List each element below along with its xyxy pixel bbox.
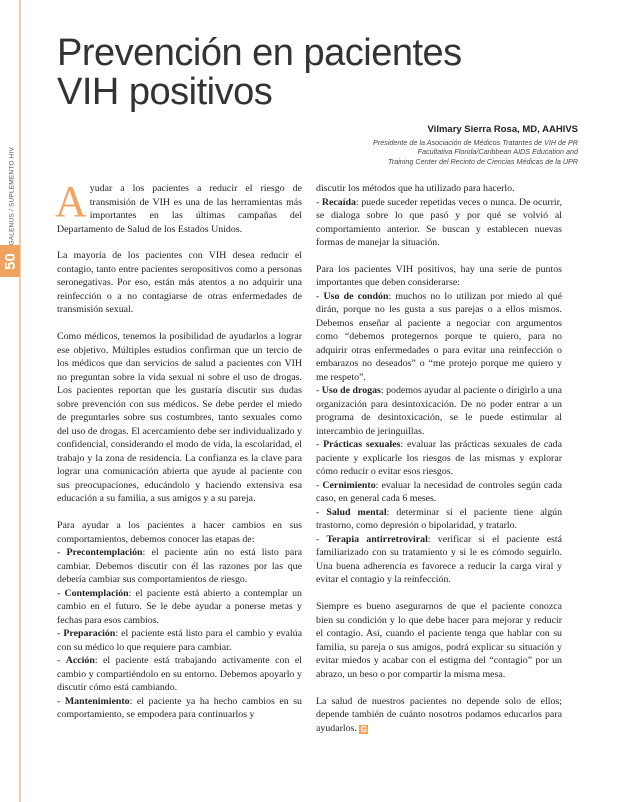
paragraph-2: La mayoría de los pacientes con VIH desea reducir el contagio, tanto entre pacientes seropositivos como a personas seronegativas. Por eso, están más atentos a no adquirir una reinfección o a no contagiarse de otras enfermedades de transmisión sexual. (57, 250, 302, 316)
title-line-2: VIH positivos (57, 71, 273, 113)
page-number-box (0, 245, 20, 277)
stage-item: - Contemplación: el paciente está abierto a contemplar un cambio en el futuro. Se le debe ayudar a ponerse metas y fechas para esos cambios. (57, 587, 302, 626)
paragraph-siempre: Siempre es bueno asegurarnos de que el paciente conozca bien su condición y lo que debe hacer para mejorar y reducir el contagio. Así, cuando el paciente tenga que hablar con su familia, su pareja o sus amigos, podrá explicar su situación y evitar miedos y acabar con el estigma del “contagio” por un abrazo, un beso o por compartir la misma mesa. (316, 601, 562, 680)
point-term: Uso de drogas (321, 385, 381, 397)
stage-text: : puede suceder repetidas veces o nunca. De ocurrir, se dialoga sobre lo que pasó y por qué se volvió al comportamiento anterior. Se buscan y establecen nuevas formas de manejar la situación. (316, 196, 562, 248)
point-text: : evaluar la necesidad de controles según cada caso, en general cada 6 meses. (316, 479, 563, 505)
point-term: Salud mental (326, 506, 387, 518)
stage-term: Preparación (63, 628, 116, 640)
point-term: Prácticas sexuales (323, 439, 401, 451)
paragraph-stages (57, 519, 302, 722)
intro-text: yudar a los pacientes a reducir el riesgo de transmisión de VIH es una de las herramientas más importantes en las últimas campañas del Departamento de Salud de los Estados Unidos. (57, 183, 302, 235)
point-item: - Cernimiento: evaluar la necesidad de controles según cada caso, en general cada 6 meses. (316, 479, 563, 505)
point-text: : evaluar las prácticas sexuales de cada paciente y explicarle los riesgos de las mismas y explorar cómo reducir o evitar esos riesgos. (316, 439, 563, 478)
point-text: : determinar si el paciente tiene algún trastorno, como depresión o bipolaridad, y tratarlo. (316, 506, 563, 532)
stage-term: Mantenimiento (64, 695, 130, 707)
stage-item: - Mantenimiento: el paciente ya ha hecho cambios en su comportamiento, se empodera para continuarlos y (57, 695, 302, 721)
stage-text: : el paciente ya ha hecho cambios en su comportamiento, se empodera para continuarlos y (57, 695, 302, 721)
point-item: - Uso de drogas: podemos ayudar al paciente o dirigirlo a una organización para desintoxicación. De no poder entrar a un programa de desintoxicación, se le puede estimular al intercambio de jeringuillas. (316, 385, 562, 437)
page-number: 50 (1, 252, 19, 270)
end-mark-icon: G (360, 724, 367, 734)
point-term: Cernimiento (322, 479, 376, 491)
title-line-1: Prevención en pacientes (57, 32, 462, 74)
points-intro: Para los pacientes VIH positivos, hay una serie de puntos importantes que deben considerarse: (316, 263, 562, 289)
paragraph-points (316, 263, 562, 587)
stage-term: Recaída (321, 196, 356, 208)
point-item: - Uso de condón: muchos no lo utilizan por miedo al qué dirán, porque no les gusta a sus parejas o a ellos mismos. Debemos enseñar al paciente a negociar con argumentos como “debemos protegernos porque te quiero, para no adquirir otras enfermedades o para evitar una reinfección o embarazos no deseados” o “me protejo porque me quiero y me respeto”. (316, 290, 562, 383)
paragraph-intro (55, 177, 302, 236)
point-text: : muchos no lo utilizan por miedo al qué dirán, porque no les gusta a sus parejas o a ellos mismos. Debemos enseñar al paciente a negociar con argumentos como “debemos protegernos porque te quiero, para no adquirir otras enfermedades o para evitar una reinfección o embarazos no deseados” o “me protejo porque me quiero y me respeto”. (316, 290, 562, 383)
author-name: Vilmary Sierra Rosa, MD, AAHIVS (427, 124, 578, 135)
point-item: - Terapia antirretroviral: verificar si el paciente está familiarizado con su tratamiento y si le es cómodo seguirlo. Una buena adherencia es favorece a reducir la carga viral y evitar el contagio y la reinfección. (316, 533, 562, 586)
stage-text: : el paciente aún no está listo para cambiar. Debemos discutir con él las razones por las que debería cambiar sus comportamientos de riesgo. (57, 547, 302, 586)
right-column (316, 182, 562, 749)
article-title (57, 34, 577, 112)
side-accent-rule (19, 0, 21, 802)
stage-item: - Precontemplación: el paciente aún no está listo para cambiar. Debemos discutir con él las razones por las que debería cambiar sus comportamientos de riesgo. (57, 547, 302, 586)
stage-text: : el paciente está abierto a contemplar un cambio en el futuro. Se le debe ayudar a ponerse metas y fechas para esos cambios. (57, 587, 302, 626)
stage-text: : el paciente está trabajando activamente con el cambio y compartiéndolo en su entorno. Debemos apoyarlo y discutir cómo está cambiando. (57, 655, 302, 694)
point-term: Terapia antirretroviral (326, 533, 428, 545)
stage-term: Precontemplación (66, 547, 143, 559)
section-label: GALENUS / SUPLEMENTO HIV (8, 146, 16, 246)
stage-item: - Acción: el paciente está trabajando activamente con el cambio y compartiéndolo en su entorno. Debemos apoyarlo y discutir cómo está cambiando. (57, 655, 302, 694)
byline (373, 124, 578, 166)
point-term: Uso de condón (323, 290, 389, 302)
continuation-text: discutir los métodos que ha utilizado para hacerlo. (316, 183, 515, 194)
point-text: : podemos ayudar al paciente o dirigirlo a una organización para desintoxicación. De no poder entrar a un programa de desintoxicación, se le puede estimular al intercambio de jeringuillas. (316, 385, 562, 437)
final-text: La salud de nuestros pacientes no depende solo de ellos; depende también de cuánto nosotros podamos educarlos para ayudarlos. (316, 695, 562, 734)
stage-item: - Recaída: puede suceder repetidas veces o nunca. De ocurrir, se dialoga sobre lo que pasó y por qué se volvió al comportamiento anterior. Se buscan y establecen nuevas formas de manejar la situación. (316, 196, 562, 248)
affiliation-line-1: Presidente de la Asociación de Médicos Tratantes de VIH de PR (373, 138, 578, 147)
affiliation-line-2: Facultativa Florida/Caribbean AIDS Education and (417, 147, 578, 157)
point-item: - Prácticas sexuales: evaluar las prácticas sexuales de cada paciente y explicarle los riesgos de las mismas y explorar cómo reducir o evitar esos riesgos. (316, 439, 563, 478)
stage-term: Contemplación (64, 587, 129, 599)
point-text: : verificar si el paciente está familiarizado con su tratamiento y si le es cómodo seguirlo. Una buena adherencia es favorece a reducir la carga viral y evitar el contagio y la reinfección. (316, 533, 562, 586)
point-item: - Salud mental: determinar si el paciente tiene algún trastorno, como depresión o bipolaridad, y tratarlo. (316, 506, 563, 532)
drop-cap: A (55, 177, 87, 226)
paragraph-final (316, 695, 562, 736)
stage-text: : el paciente está listo para el cambio y evalúa con su médico lo que requiere para cambiar. (57, 628, 302, 653)
stage-item: - Preparación: el paciente está listo para el cambio y evalúa con su médico lo que requiere para cambiar. (57, 628, 302, 653)
paragraph-continuation (316, 182, 562, 250)
left-column (55, 177, 302, 735)
stages-intro: Para ayudar a los pacientes a hacer cambios en sus comportamientos, debemos conocer las etapas de: (57, 520, 302, 545)
stage-term: Acción (65, 655, 95, 667)
paragraph-3: Como médicos, tenemos la posibilidad de ayudarlos a lograr ese objetivo. Múltiples estudios confirman que un tercio de los médicos que dan servicios de salud a pacientes con VIH no preguntan sobre la vida sexual ni sobre el uso de drogas. Los pacientes reportan que les gustaría discutir sus dudas sobre prevención con sus médicos. Se debe perder el miedo de preguntarles sobre sus costumbres, tanto sexuales como del uso de drogas. El acercamiento debe ser individualizado y confidencial, considerando el modo de vida, la escolaridad, el trabajo y la zona de residencia. La confianza es la clave para lograr una comunicación abierta que ayude al paciente con sus preocupaciones, educándolo y haciendo extensiva esa educación a su familia, a sus amigos y a su pareja. (57, 331, 302, 505)
affiliation-line-3: Training Center del Recinto de Ciencias Médicas de la UPR (387, 156, 578, 166)
